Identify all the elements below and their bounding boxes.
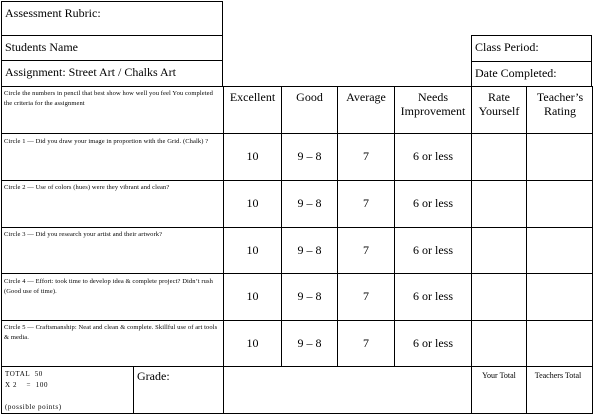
criterion-text: Circle 3 — Did you research your artist and their artwork? xyxy=(4,231,163,238)
score-good[interactable]: 9 – 8 xyxy=(297,196,322,210)
score-excellent[interactable]: 10 xyxy=(246,289,259,303)
score-average[interactable]: 7 xyxy=(363,149,369,163)
instruction-text: Circle the numbers in pencil that best show how well you feel You completed the criteria for the assignment xyxy=(4,90,213,107)
col-line xyxy=(526,86,527,414)
score-average[interactable]: 7 xyxy=(363,289,369,303)
score-good[interactable]: 9 – 8 xyxy=(297,336,322,350)
class-period-label: Class Period: xyxy=(475,40,539,54)
score-average[interactable]: 7 xyxy=(363,336,369,350)
row-line xyxy=(1,180,593,181)
row-line xyxy=(1,320,593,321)
col-line xyxy=(394,86,395,366)
col-header-excellent: Excellent xyxy=(229,90,276,104)
score-needs-improvement[interactable]: 6 or less xyxy=(413,336,453,350)
col-header-rate-yourself: Rate Yourself xyxy=(478,90,520,118)
col-line xyxy=(337,86,338,366)
grade-label: Grade: xyxy=(137,369,170,383)
criterion-text: Circle 4 — Effort: took time to develop idea & complete project? Didn’t rush (Good use of time). xyxy=(4,278,213,295)
score-excellent[interactable]: 10 xyxy=(246,336,259,350)
criterion-text: Circle 5 — Craftsmanship: Neat and clean & complete. Skillful use of art tools & media. xyxy=(4,324,218,341)
row-line xyxy=(1,273,593,274)
student-name-label: Students Name xyxy=(5,40,78,54)
your-total-label: Your Total xyxy=(482,371,516,380)
col-header-needs-improvement: Needs Improvement xyxy=(400,90,466,118)
score-needs-improvement[interactable]: 6 or less xyxy=(413,243,453,257)
date-completed-label: Date Completed: xyxy=(475,66,557,80)
col-header-average: Average xyxy=(346,90,386,104)
score-average[interactable]: 7 xyxy=(363,196,369,210)
score-excellent[interactable]: 10 xyxy=(246,196,259,210)
row-line xyxy=(1,133,593,134)
criterion-text: Circle 1 — Did you draw your image in proportion with the Grid. (Chalk) ? xyxy=(4,138,209,145)
score-average[interactable]: 7 xyxy=(363,243,369,257)
rubric-title: Assessment Rubric: xyxy=(5,6,101,20)
score-needs-improvement[interactable]: 6 or less xyxy=(413,289,453,303)
score-good[interactable]: 9 – 8 xyxy=(297,243,322,257)
col-line xyxy=(281,86,282,366)
score-excellent[interactable]: 10 xyxy=(246,149,259,163)
col-line xyxy=(471,86,472,414)
col-header-good: Good xyxy=(296,90,323,104)
row-line xyxy=(1,227,593,228)
criterion-text: Circle 2 — Use of colors (hues) were they vibrant and clean? xyxy=(4,184,170,191)
score-needs-improvement[interactable]: 6 or less xyxy=(413,149,453,163)
assignment-label: Assignment: Street Art / Chalks Art xyxy=(5,65,176,79)
teachers-total-label: Teachers Total xyxy=(534,371,582,380)
score-good[interactable]: 9 – 8 xyxy=(297,149,322,163)
total-points: TOTAL 50 X 2 = 100 (possible points) xyxy=(5,370,62,411)
row-line xyxy=(1,366,593,367)
score-needs-improvement[interactable]: 6 or less xyxy=(413,196,453,210)
score-good[interactable]: 9 – 8 xyxy=(297,289,322,303)
score-excellent[interactable]: 10 xyxy=(246,243,259,257)
col-line xyxy=(133,366,134,414)
col-header-teachers-rating: Teacher’s Rating xyxy=(536,90,584,118)
